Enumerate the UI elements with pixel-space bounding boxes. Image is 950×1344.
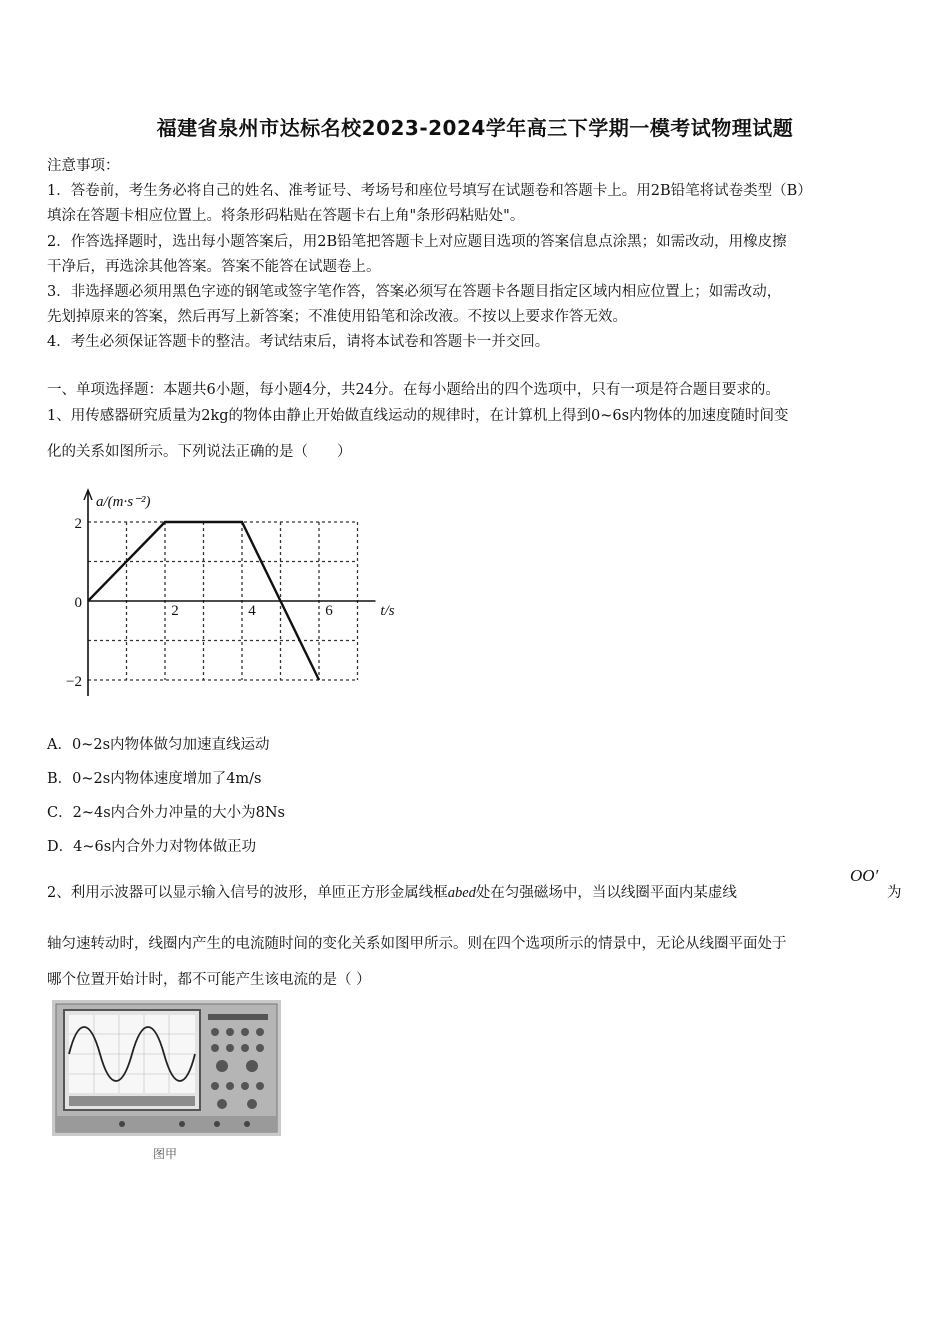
x-tick-label: 2 <box>171 603 179 619</box>
question-2-text: 2、利用示波器可以显示输入信号的波形，单匝正方形金属线框 <box>47 885 448 901</box>
page-title: 福建省泉州市达标名校2023-2024学年高三下学期一模考试物理试题 <box>156 116 794 140</box>
question-2-line: 轴匀速转动时，线圈内产生的电流随时间的变化关系如图甲所示。则在四个选项所示的情景中，无论从线圈平面处于 <box>47 936 787 952</box>
notice-line: 4．考生必须保证答题卡的整洁。考试结束后，请将本试卷和答题卡一并交回。 <box>47 334 550 350</box>
chart-labels <box>66 494 395 690</box>
notice-line: 干净后，再选涂其他答案。答案不能答在试题卷上。 <box>47 259 381 275</box>
frame-label: abed <box>447 885 476 901</box>
option-c: C．2~4s内合外力冲量的大小为8Ns <box>47 805 285 821</box>
option-d: D．4~6s内合外力对物体做正功 <box>47 839 257 855</box>
notice-heading: 注意事项： <box>47 158 120 174</box>
section-heading: 一、单项选择题：本题共6小题，每小题4分，共24分。在每小题给出的四个选项中，只有一项是符合题目要求的。 <box>47 382 780 398</box>
notice-line: 3．非选择题必须用黑色字迹的钢笔或签字笔作答，答案必须写在答题卡各题目指定区域内相应位置上；如需改动， <box>47 284 782 300</box>
option-a: A．0~2s内物体做匀加速直线运动 <box>47 737 270 753</box>
notice-line: 1．答卷前，考生务必将自己的姓名、准考证号、考场号和座位号填写在试题卷和答题卡上。用2B铅笔将试卷类型（B） <box>47 183 812 199</box>
y-tick-label: −2 <box>66 674 82 690</box>
option-b: B．0~2s内物体速度增加了4m/s <box>47 771 262 787</box>
question-1-line: 化的关系如图所示。下列说法正确的是（ ） <box>47 444 352 460</box>
question-2-text: 处在匀强磁场中，当以线圈平面内某虚线 <box>475 885 737 901</box>
x-tick-label: 6 <box>325 603 333 619</box>
x-tick-label: 4 <box>248 603 256 619</box>
oscilloscope-photo <box>52 1000 281 1136</box>
y-axis-label: a/(m·s⁻²) <box>96 494 151 510</box>
notice-line: 2．作答选择题时，选出每小题答案后，用2B铅笔把答题卡上对应题目选项的答案信息点涂黑；如需改动，用橡皮擦 <box>47 234 787 250</box>
question-2-line <box>47 881 737 902</box>
notice-line: 填涂在答题卡相应位置上。将条形码粘贴在答题卡右上角"条形码粘贴处"。 <box>47 208 525 224</box>
y-tick-label: 2 <box>74 516 82 532</box>
question-1-line: 1、用传感器研究质量为2kg的物体由静止开始做直线运动的规律时，在计算机上得到0~6s内物体的加速度随时间变 <box>47 408 789 424</box>
question-2-text: 为 <box>887 885 902 901</box>
x-axis-label: t/s <box>380 603 395 619</box>
question-2-line: 哪个位置开始计时，都不可能产生该电流的是（ ） <box>47 972 371 988</box>
y-tick-label: 0 <box>74 595 82 611</box>
notice-line: 先划掉原来的答案，然后再写上新答案；不准使用铅笔和涂改液。不按以上要求作答无效。 <box>47 309 627 325</box>
axis-label-oo: OO′ <box>850 866 879 885</box>
figure-caption: 图甲 <box>153 1147 178 1161</box>
acceleration-time-chart <box>55 472 415 697</box>
